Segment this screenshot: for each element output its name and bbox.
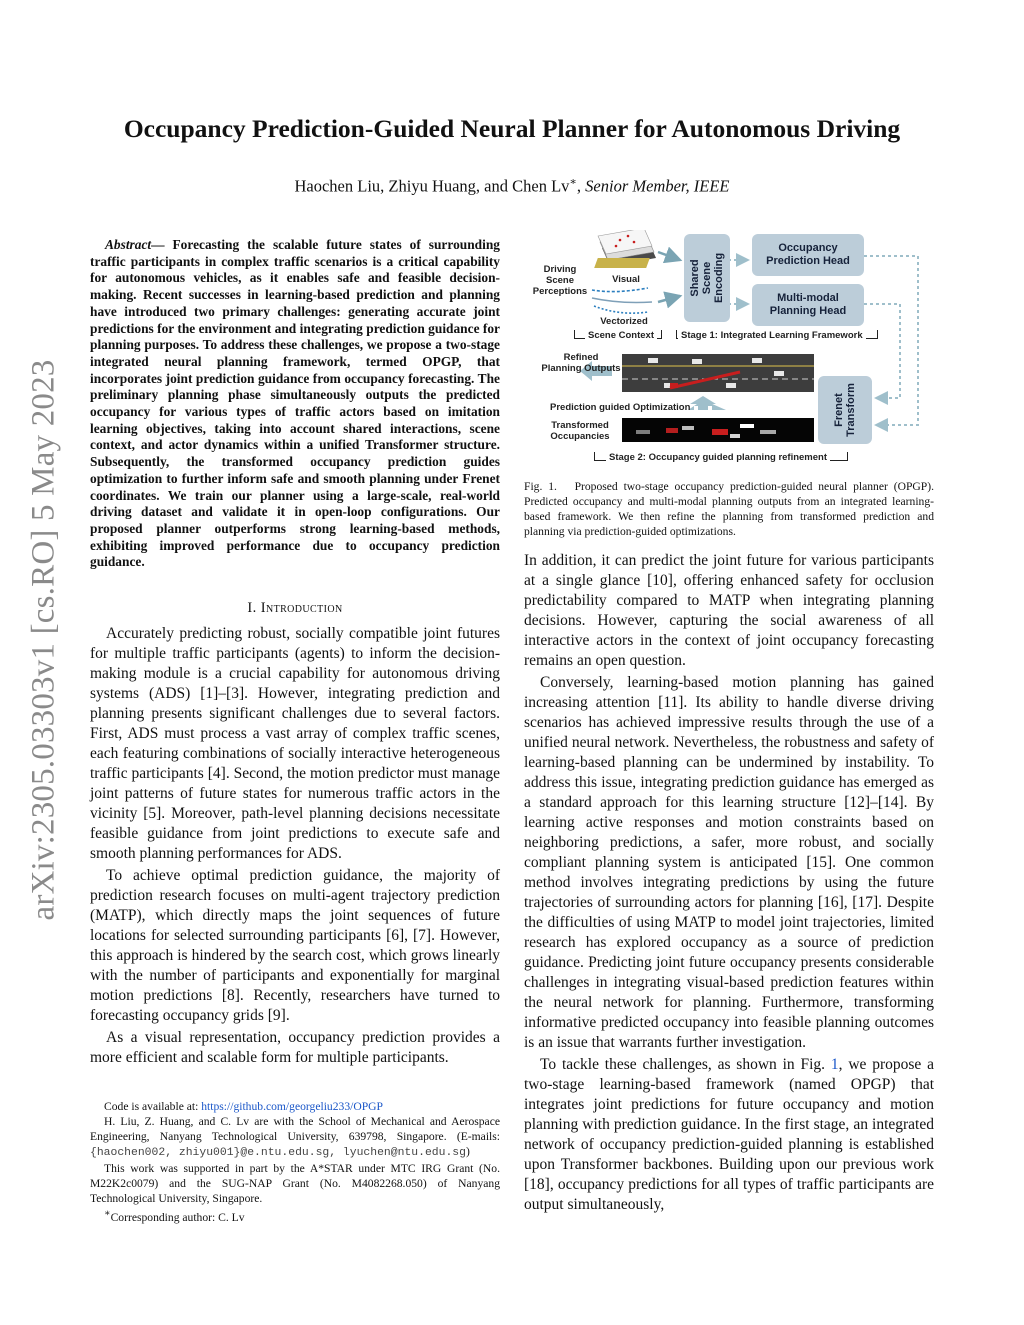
label-driving-scene: Driving Scene Perceptions <box>532 264 588 297</box>
author-emails: {haochen002, zhiyu001}@e.ntu.edu.sg, lyuchen@ntu.edu.sg <box>90 1147 466 1159</box>
code-link[interactable]: https://github.com/georgeliu233/OPGP <box>201 1100 383 1113</box>
shared-scene-encoding-box <box>684 234 730 322</box>
frenet-transform-box <box>818 376 872 444</box>
footnotes <box>90 1099 500 1225</box>
abstract: Abstract— Forecasting the scalable future states of surrounding traffic participants in complex traffic scenarios is a critical capability for autonomous vehicles, as it enables safe and feasible decision-making. Recent successes in learning-based prediction and planning have introduced two primary challenges: generating accurate joint predictions for the environment and integrating prediction guidance for planning purposes. To address these challenges, we propose a two-stage integrated neural planning framework, termed OPGP, that incorporates joint prediction guidance from occupancy forecasting. The preliminary planning phase simultaneously outputs the predicted occupancy for various types of traffic actors based on imitation learning objectives, taking into account shared interactions, scene context, and actor dynamics within a unified Transformer structure. Subsequently, the transformed occupancy prediction guides optimization to further inform safe and smooth planning under Frenet coordinates. We train our planner using a large-scale, real-world driving dataset and validate it in open-loop configurations. Our proposed planner outperforms strong learning-based methods, exhibiting improved performance due to occupancy prediction guidance. <box>90 237 500 570</box>
footnote-code <box>90 1099 500 1114</box>
author-names: Haochen Liu, Zhiyu Huang, and Chen Lv <box>294 176 570 196</box>
footnote-affiliation <box>90 1114 500 1161</box>
transformed-occupancy-strip <box>622 418 814 442</box>
caption-text: Proposed two-stage occupancy prediction-guided neural planner (OPGP). Predicted occupancy and multi-modal planning outputs from an integrated learning-based framework. We then refine the planning from transformed prediction and planning via prediction-guided optimizations. <box>524 480 934 538</box>
label-visual: Visual <box>612 274 640 285</box>
frenet-transform-label: Frenet Transform <box>832 383 857 437</box>
intro-paragraph-2: To achieve optimal prediction guidance, the majority of prediction research focuses on multi-agent trajectory prediction (MATP), which directly maps the joint sequences of future locations for selected surrounding participants [6], [7]. However, this approach is hindered by the search cost, which grows linearly with the number of participants and exponentially for marginal motion predictions [8]. Recently, researchers have turned to forecasting occupancy grids [9]. <box>90 867 500 1024</box>
affiliation-end: ) <box>465 1145 470 1158</box>
footnote-corresponding <box>90 1206 500 1225</box>
author-line: Haochen Liu, Zhiyu Huang, and Chen Lv∗, Senior Member, IEEE <box>294 176 730 196</box>
stage2-label: Stage 2: Occupancy guided planning refinement <box>606 452 830 463</box>
section-heading-introduction <box>90 600 500 617</box>
intro-right-column <box>524 551 934 1215</box>
affiliation-text: H. Liu, Z. Huang, and C. Lv are with the School of Mechanical and Aerospace Engineering, Nanyang Technological University, 639798, Singapore. (E-mails: <box>90 1115 500 1143</box>
figure-caption <box>524 479 934 539</box>
abstract-label: Abstract <box>105 237 152 252</box>
scene-context-label: Scene Context <box>585 330 657 341</box>
vectorized-scene-curves <box>592 288 652 313</box>
author-star: ∗ <box>569 176 577 188</box>
intro-paragraph-3: As a visual representation, occupancy prediction provides a more efficient and scalable form for multiple participants. <box>90 1029 500 1066</box>
abstract-text: Forecasting the scalable future states of surrounding traffic participants in complex traffic scenarios is a critical capability for autonomous vehicles, as it enables safe and feasible decision-making. Recent successes in learning-based prediction and planning have introduced two primary challenges: generating accurate joint predictions for the environment and integrating prediction guidance for planning purposes. To address these challenges, we propose a two-stage integrated neural planning framework, termed OPGP, that incorporates joint prediction guidance from occupancy forecasting. The preliminary planning phase simultaneously outputs the predicted occupancy for various types of traffic actors based on imitation learning objectives, taking into account shared interactions, scene context, and actor dynamics within a unified Transformer structure. Subsequently, the transformed occupancy prediction guides optimization to further inform safe and smooth planning under Frenet coordinates. We train our planner using a large-scale, real-world driving dataset and validate it in open-loop configurations. Our proposed planner outperforms strong learning-based methods, exhibiting improved performance due to occupancy prediction guidance. <box>90 237 500 570</box>
intro-paragraph-1: Accurately predicting robust, socially compatible joint futures for multiple traffic participants (agents) to inform the decision-making module is a crucial capability for autonomous driving systems (ADS) [1]–[3]. However, integrating prediction and planning presents significant challenges due to several factors. First, ADS must process a vast array of complex traffic scenes, each featuring combinations of socially interactive heterogeneous traffic participants [4]. Second, the motion predictor must manage joint patterns of future states for numerous traffic actors in the vicinity [5]. Moreover, path-level planning decisions necessitate feasible guidance from joint predictions to execute safe and smooth planning performances for ADS. <box>90 625 500 862</box>
figure-ref-link[interactable]: 1 <box>830 1056 839 1073</box>
multimodal-planning-head: Multi-modal Planning Head <box>752 284 864 326</box>
p3-before: To tackle these challenges, as shown in Fig. <box>540 1056 831 1073</box>
section-title: Introduction <box>260 600 343 616</box>
code-label: Code is available at: <box>104 1100 202 1113</box>
intro-left-column <box>90 624 500 1068</box>
stage1-label: Stage 1: Integrated Learning Framework <box>678 330 866 341</box>
caption-label: Fig. 1. <box>524 480 557 493</box>
label-transformed-occupancies: Transformed Occupancies <box>550 420 610 442</box>
visual-scene-layers <box>594 230 656 268</box>
occupancy-prediction-head: Occupancy Prediction Head <box>752 234 864 276</box>
label-vectorized: Vectorized <box>600 316 648 327</box>
intro-right-paragraph-3 <box>524 1055 934 1215</box>
footnote-support: This work was supported in part by the A*STAR under MTC IRG Grant (No. M22K2c0079) and the SUG-NAP Grant (No. M4082268.050) of Nanyang Technological University, Singapore. <box>90 1162 500 1205</box>
figure-1 <box>530 230 930 470</box>
corresponding-text: Corresponding author: C. Lv <box>110 1210 245 1224</box>
shared-scene-encoding-label: Shared Scene Encoding <box>689 252 726 304</box>
arxiv-stamp <box>14 340 74 940</box>
arxiv-identifier: arXiv:2305.03303v1 [cs.RO] 5 May 2023 <box>25 359 62 921</box>
paper-title: Occupancy Prediction-Guided Neural Planner for Autonomous Driving <box>123 114 901 143</box>
author-membership: Senior Member, IEEE <box>585 176 730 196</box>
intro-right-paragraph-1: In addition, it can predict the joint future for various participants at a single glance [10], offering enhanced safety for occlusion predictability compared to MATP when integrating planning decisions. However, capturing the social awareness of all interactive actors in the context of joint occupancy forecasting remains an open question. <box>524 552 934 669</box>
road-scene <box>622 354 814 392</box>
label-prediction-guided-optimization: Prediction guided Optimization <box>550 402 691 413</box>
section-numeral: I. <box>247 600 257 616</box>
label-refined-planning: Refined Planning Outputs <box>541 352 621 374</box>
p3-after: , we propose a two-stage learning-based framework (named OPGP) that integrates joint predictions for future occupancy and motion planning with prediction guidance. In the first stage, an integrated network of occupancy prediction-guided planning is established upon Transformer backbones. Building upon our previous work [18], occupancy predictions for all types of traffic participants are output simultaneously, <box>524 1056 934 1213</box>
intro-right-paragraph-2: Conversely, learning-based motion planning has gained increasing attention [11]. Its ability to handle diverse driving scenarios has achieved impressive results through the use of a unified neural network. Nevertheless, the robustness and safety of learning-based planning can be undermined by instability. To address this issue, integrating prediction guidance has emerged as a standard approach for this learning structure [12]–[14]. By learning active responses and motion constraints based on neighboring predictions, a safer, more robust, and socially compliant planning system is anticipated [15]. One common method involves integrating predictions by using the future trajectories of surrounding actors for planning [16], [17]. Despite the difficulties of using MATP to model joint trajectories, limited research has explored occupancy as a source of prediction guidance. Predicting joint future occupancy presents considerable challenges in integrating visual-based prediction features within the neural network for planning. Furthermore, transforming informative predicted occupancy into feasible planning outcomes is an issue that warrants further investigation. <box>524 674 934 1051</box>
corresponding-star: ∗ <box>104 1208 111 1219</box>
